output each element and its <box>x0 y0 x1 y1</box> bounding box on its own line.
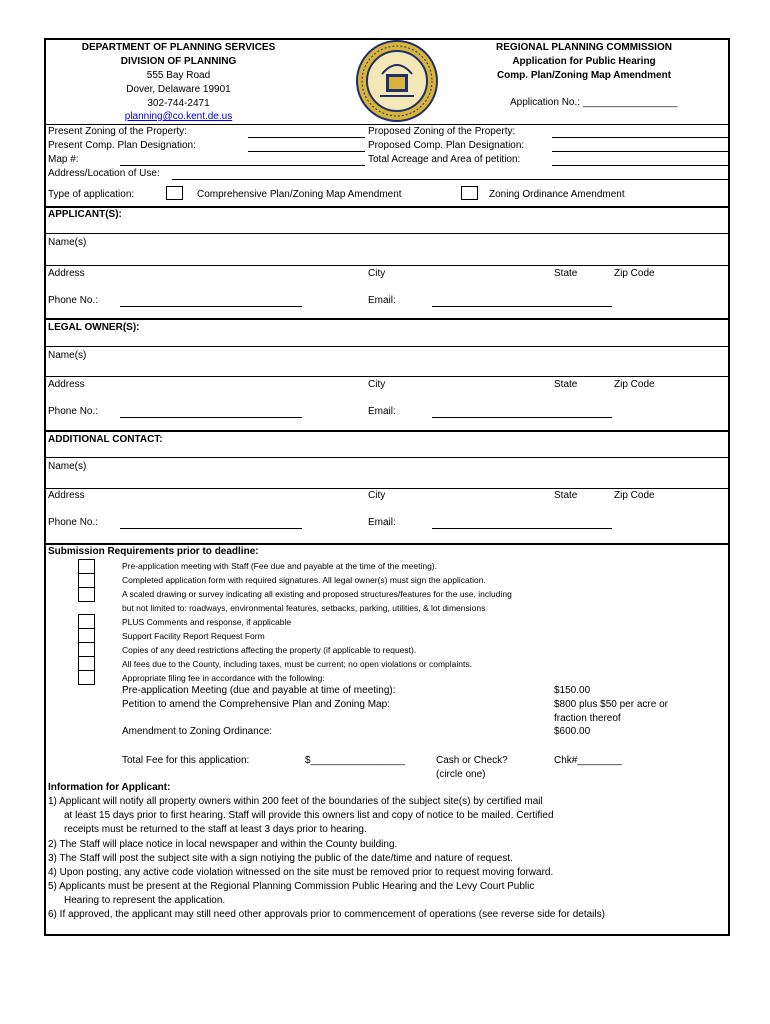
requirement-checkbox[interactable] <box>78 628 95 643</box>
check-number-input[interactable]: Chk#________ <box>554 755 622 766</box>
divider <box>45 206 729 208</box>
owner-email-label: Email: <box>368 406 396 417</box>
owner-state-label: State <box>554 379 578 390</box>
applicant-zip-label: Zip Code <box>614 268 655 279</box>
divider <box>45 543 729 545</box>
city-address: Dover, Delaware 19901 <box>126 84 231 95</box>
present-zoning-label: Present Zoning of the Property: <box>48 126 187 137</box>
requirement-checkbox[interactable] <box>78 559 95 574</box>
type-of-application-label: Type of application: <box>48 189 135 200</box>
contact-names-label: Name(s) <box>48 461 87 472</box>
requirement-checkbox[interactable] <box>78 670 95 685</box>
submission-heading: Submission Requirements prior to deadline: <box>48 546 259 557</box>
dept-name: DEPARTMENT OF PLANNING SERVICES <box>81 42 276 53</box>
applicant-state-label: State <box>554 268 578 279</box>
form-title-2: Comp. Plan/Zoning Map Amendment <box>496 70 672 81</box>
additional-contact-heading: ADDITIONAL CONTACT: <box>48 434 163 445</box>
requirement-item: PLUS Comments and response, if applicable <box>122 617 292 627</box>
street-address: 555 Bay Road <box>146 70 211 81</box>
commission-name: REGIONAL PLANNING COMMISSION <box>496 42 672 53</box>
info-line: 4) Upon posting, any active code violation witnessed on the site must be removed prior to request moving forward. <box>48 867 554 878</box>
requirement-checkbox[interactable] <box>78 587 95 602</box>
petition-fee-label: Petition to amend the Comprehensive Plan and Zoning Map: <box>122 699 390 710</box>
applicant-phone-input[interactable] <box>120 306 302 307</box>
address-location-label: Address/Location of Use: <box>48 168 160 179</box>
requirement-item: All fees due to the County, including taxes, must be current; no open violations or complaints. <box>122 659 472 669</box>
requirement-item: Support Facility Report Request Form <box>122 631 265 641</box>
map-input[interactable] <box>120 165 365 166</box>
total-fee-label: Total Fee for this application: <box>122 755 250 766</box>
info-line: 1) Applicant will notify all property owners within 200 feet of the boundaries of the subject site(s) by certified mail <box>48 796 543 807</box>
requirement-checkbox[interactable] <box>78 614 95 629</box>
applicant-email-label: Email: <box>368 295 396 306</box>
form-title-1: Application for Public Hearing <box>512 56 656 67</box>
preapp-fee-amount: $150.00 <box>554 685 591 696</box>
present-zoning-input[interactable] <box>248 137 365 138</box>
contact-zip-label: Zip Code <box>614 490 655 501</box>
proposed-comp-input[interactable] <box>552 151 728 152</box>
requirement-item: Copies of any deed restrictions affecting the property (if applicable to request). <box>122 645 417 655</box>
divider <box>45 430 729 432</box>
zoning-ordinance-checkbox[interactable] <box>461 186 478 200</box>
requirement-item: A scaled drawing or survey indicating all existing and proposed structures/features for the use, including <box>122 589 512 599</box>
address-location-input[interactable] <box>172 179 728 180</box>
circle-one-note: (circle one) <box>436 769 486 780</box>
owner-zip-label: Zip Code <box>614 379 655 390</box>
zoning-fee-amount: $600.00 <box>554 726 591 737</box>
present-comp-label: Present Comp. Plan Designation: <box>48 140 196 151</box>
proposed-zoning-label: Proposed Zoning of the Property: <box>368 126 516 137</box>
divider <box>45 124 729 125</box>
petition-fee-amount: $800 plus $50 per acre or <box>554 699 668 710</box>
contact-phone-label: Phone No.: <box>48 517 99 528</box>
total-fee-input[interactable]: $_________________ <box>305 755 406 766</box>
info-line: 2) The Staff will place notice in local newspaper and within the County building. <box>48 839 398 850</box>
applicant-phone-label: Phone No.: <box>48 295 99 306</box>
divider <box>45 265 729 266</box>
requirement-checkbox[interactable] <box>78 573 95 588</box>
present-comp-input[interactable] <box>248 151 365 152</box>
proposed-zoning-input[interactable] <box>552 137 728 138</box>
divider <box>45 233 729 234</box>
info-line: receipts must be returned to the staff at least 3 days prior to hearing. <box>64 824 367 835</box>
requirement-item: Pre-application meeting with Staff (Fee due and payable at the time of the meeting). <box>122 561 437 571</box>
zoning-fee-label: Amendment to Zoning Ordinance: <box>122 726 273 737</box>
contact-phone-input[interactable] <box>120 528 302 529</box>
total-acreage-label: Total Acreage and Area of petition: <box>368 154 521 165</box>
comp-plan-option-label: Comprehensive Plan/Zoning Map Amendment <box>197 189 402 200</box>
requirement-item: Completed application form with required signatures. All legal owner(s) must sign the application. <box>122 575 486 585</box>
applicant-city-label: City <box>368 268 386 279</box>
application-number-field[interactable]: Application No.: _________________ <box>510 97 678 108</box>
division-name: DIVISION OF PLANNING <box>120 56 237 67</box>
legal-owner-heading: LEGAL OWNER(S): <box>48 322 140 333</box>
divider <box>45 488 729 489</box>
info-line: 6) If approved, the applicant may still need other approvals prior to commencement of operations (see reverse side for details) <box>48 909 605 920</box>
applicant-heading: APPLICANT(S): <box>48 209 122 220</box>
info-line: 3) The Staff will post the subject site with a sign notiying the public of the date/time and nature of request. <box>48 853 513 864</box>
divider <box>45 346 729 347</box>
owner-email-input[interactable] <box>432 417 612 418</box>
requirement-checkbox[interactable] <box>78 656 95 671</box>
owner-address-label: Address <box>48 379 85 390</box>
owner-phone-label: Phone No.: <box>48 406 99 417</box>
info-line: at least 15 days prior to first hearing. Staff will provide this owners list and copy of notice to be mailed. Certified <box>64 810 554 821</box>
applicant-email-input[interactable] <box>432 306 612 307</box>
owner-phone-input[interactable] <box>120 417 302 418</box>
owner-names-label: Name(s) <box>48 350 87 361</box>
petition-fee-amount-cont: fraction thereof <box>554 713 621 724</box>
divider <box>45 457 729 458</box>
comp-plan-checkbox[interactable] <box>166 186 183 200</box>
payment-method-label: Cash or Check? <box>436 755 508 766</box>
total-acreage-input[interactable] <box>552 165 728 166</box>
requirement-item: but not limited to: roadways, environmental features, setbacks, parking, utilities, & lot dimensions <box>122 603 486 613</box>
info-heading: Information for Applicant: <box>48 782 171 793</box>
preapp-fee-label: Pre-application Meeting (due and payable at time of meeting): <box>122 685 396 696</box>
info-line: Hearing to represent the application. <box>64 895 226 906</box>
zoning-ordinance-option-label: Zoning Ordinance Amendment <box>489 189 625 200</box>
divider <box>45 376 729 377</box>
proposed-comp-label: Proposed Comp. Plan Designation: <box>368 140 525 151</box>
phone-number: 302-744-2471 <box>147 98 210 109</box>
county-seal-icon <box>356 40 438 122</box>
contact-email-input[interactable] <box>432 528 612 529</box>
contact-state-label: State <box>554 490 578 501</box>
contact-address-label: Address <box>48 490 85 501</box>
owner-city-label: City <box>368 379 386 390</box>
applicant-address-label: Address <box>48 268 85 279</box>
requirement-item: Appropriate filing fee in accordance with the following: <box>122 673 325 683</box>
map-label: Map #: <box>48 154 79 165</box>
contact-email-label: Email: <box>368 517 396 528</box>
info-line: 5) Applicants must be present at the Regional Planning Commission Public Hearing and the Levy Court Public <box>48 881 535 892</box>
requirement-checkbox[interactable] <box>78 642 95 657</box>
contact-city-label: City <box>368 490 386 501</box>
applicant-names-label: Name(s) <box>48 237 87 248</box>
email-link[interactable]: planning@co.kent.de.us <box>124 111 233 122</box>
divider <box>45 318 729 320</box>
